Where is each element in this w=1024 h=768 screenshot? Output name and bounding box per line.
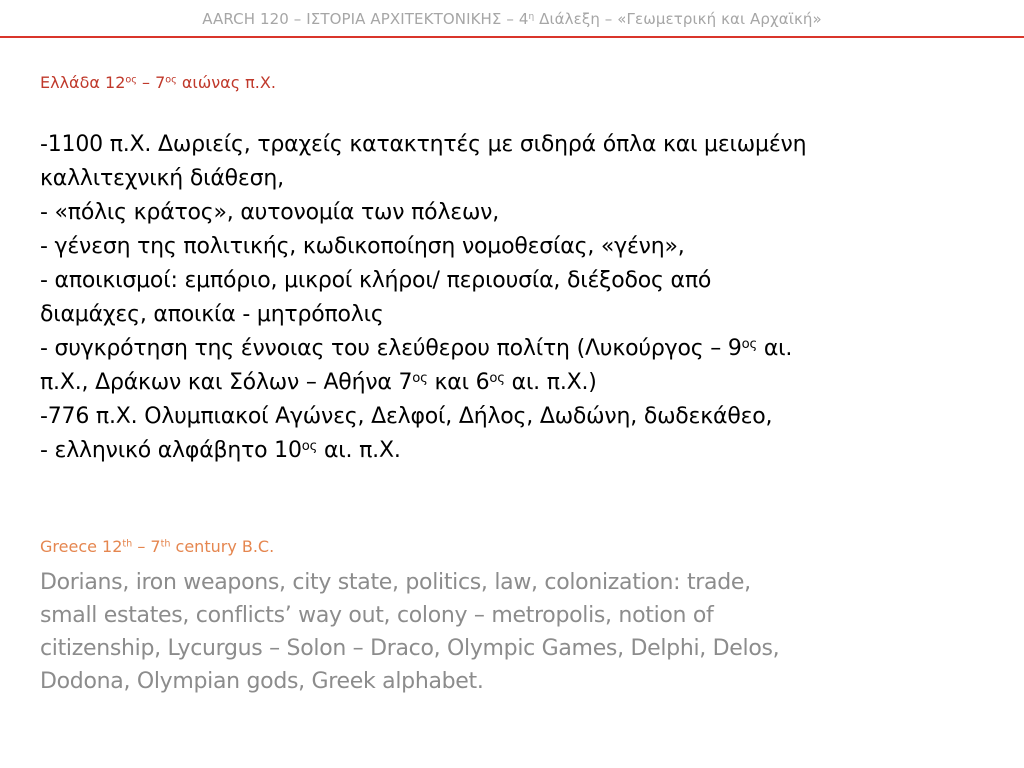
greek-section-heading: [40, 73, 276, 92]
greek-line: [40, 366, 1000, 400]
english-line: Dodona, Olympian gods, Greek alphabet.: [40, 669, 484, 694]
greek-superscript: ος: [412, 370, 428, 386]
greek-superscript: ος: [741, 336, 758, 352]
greek-line: - γένεση της πολιτικής, κωδικοποίηση νομοθεσίας, «γένη»,: [40, 234, 685, 259]
heading-superscript: th: [122, 538, 133, 550]
greek-line-part: - ελληνικό αλφάβητο 10: [40, 438, 302, 463]
greek-superscript: ος: [489, 370, 505, 386]
greek-line: - «πόλις κράτος», αυτονομία των πόλεων,: [40, 200, 500, 225]
heading-text: αιώνας π.Χ.: [176, 73, 276, 92]
greek-line: διαμάχες, αποικία - μητρόπολις: [40, 302, 384, 327]
english-body-text: [40, 566, 1000, 698]
heading-superscript: ος: [125, 74, 137, 86]
heading-text: Ελλάδα 12: [40, 73, 126, 92]
heading-text: Greece 12: [40, 537, 123, 556]
english-line: citizenship, Lycurgus – Solon – Draco, Olympic Games, Delphi, Delos,: [40, 636, 780, 661]
heading-text: – 7: [132, 537, 161, 556]
heading-superscript: ος: [165, 74, 177, 86]
header-title-part: AARCH 120 – ΙΣΤΟΡΙΑ ΑΡΧΙΤΕΚΤΟΝΙΚΗΣ – 4: [202, 10, 529, 28]
greek-body-text: [40, 128, 1000, 468]
greek-line: - αποικισμοί: εμπόριο, μικροί κλήροι/ περιουσία, διέξοδος από: [40, 268, 712, 293]
greek-line: -776 π.Χ. Ολυμπιακοί Αγώνες, Δελφοί, Δήλος, Δωδώνη, δωδεκάθεο,: [40, 404, 773, 429]
heading-superscript: th: [160, 538, 171, 550]
greek-line-part: και 6: [427, 370, 490, 395]
greek-line-part: - συγκρότηση της έννοιας του ελεύθερου πολίτη (Λυκούργος – 9: [40, 336, 742, 361]
english-section-heading: [40, 537, 274, 556]
header-title-superscript: η: [528, 12, 535, 23]
english-line: small estates, conflicts’ way out, colony – metropolis, notion of: [40, 603, 714, 628]
greek-line-part: αι. π.Χ.: [317, 438, 401, 463]
header-title-part: Διάλεξη – «Γεωμετρική και Αρχαϊκή»: [534, 10, 822, 28]
heading-text: – 7: [136, 73, 166, 92]
greek-line-part: αι.: [757, 336, 793, 361]
english-line: Dorians, iron weapons, city state, politics, law, colonization: trade,: [40, 570, 751, 595]
heading-text: century B.C.: [170, 537, 275, 556]
greek-line: [40, 434, 1000, 468]
header-title: [202, 10, 822, 28]
greek-line: [40, 332, 1000, 366]
greek-line-part: π.Χ., Δράκων και Σόλων – Αθήνα 7: [40, 370, 413, 395]
greek-line: καλλιτεχνική διάθεση,: [40, 166, 284, 191]
greek-superscript: ος: [301, 438, 318, 454]
greek-line-part: αι. π.Χ.): [504, 370, 597, 395]
slide-header: [0, 0, 1024, 38]
greek-line: -1100 π.Χ. Δωριείς, τραχείς κατακτητές με σιδηρά όπλα και μειωμένη: [40, 132, 807, 157]
